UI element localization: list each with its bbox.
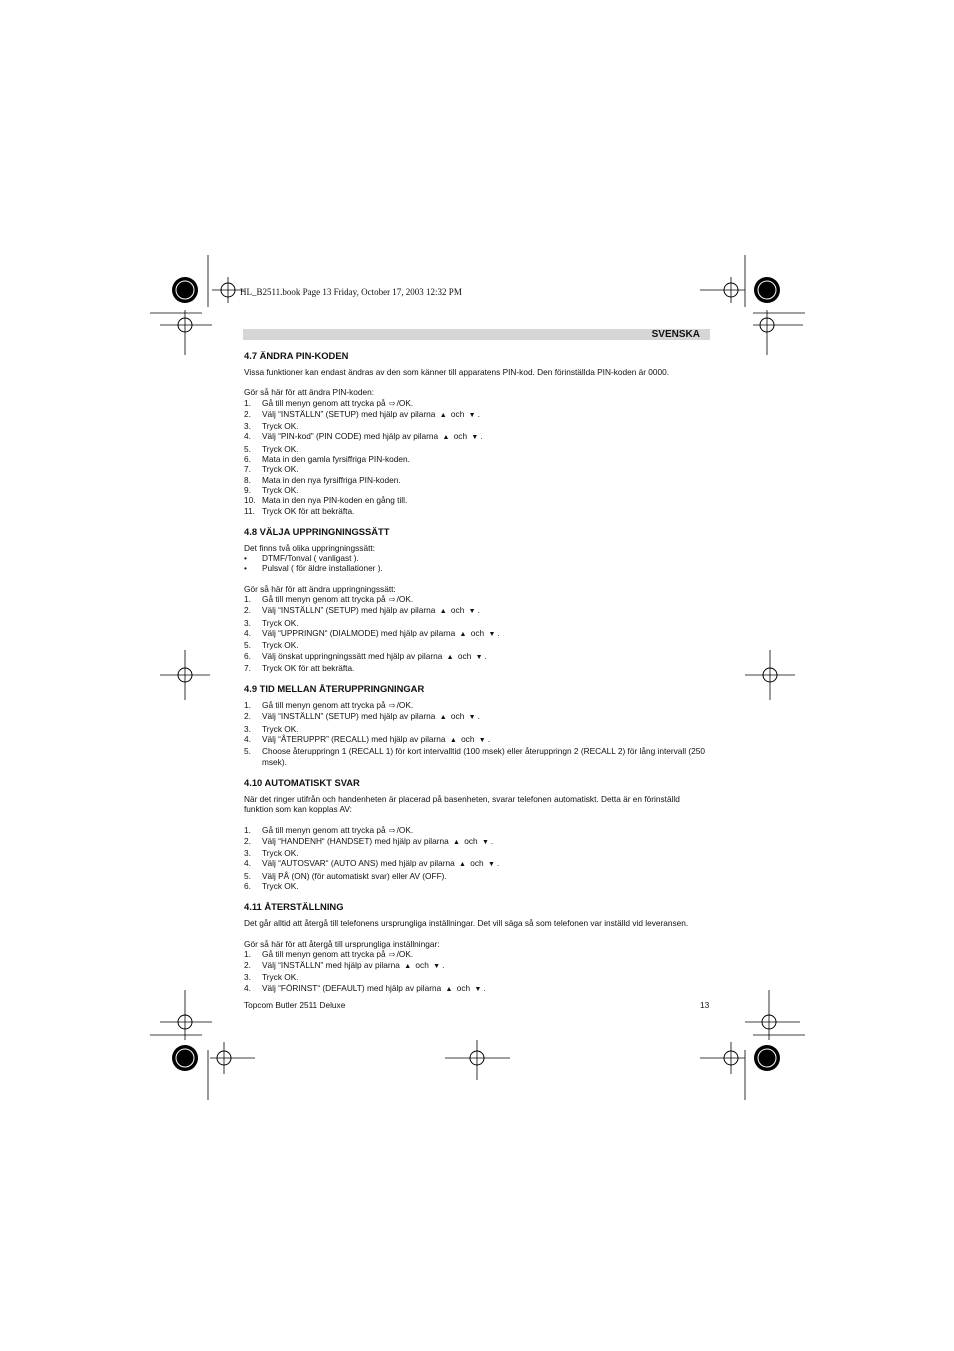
arrow-up-icon: ▲ xyxy=(459,861,466,869)
step-text xyxy=(262,881,710,891)
step-text xyxy=(262,454,710,464)
step-item xyxy=(244,605,710,617)
step-number: 7. xyxy=(244,662,251,673)
step-text-part: Välj “FÖRINST“ (DEFAULT) med hjälp av pilarna xyxy=(262,982,444,993)
step-text-part: och xyxy=(467,858,486,869)
step-text xyxy=(262,836,710,848)
step-text xyxy=(262,663,710,673)
step-text xyxy=(262,444,710,454)
step-number: 1. xyxy=(244,700,251,711)
step-item xyxy=(244,858,710,870)
arrow-down-icon: ▼ xyxy=(474,985,482,993)
step-text-part: Mata in den nya fyrsiffriga PIN-koden. xyxy=(262,474,401,485)
step-item xyxy=(244,871,710,881)
step-text xyxy=(262,700,710,711)
arrow-up-icon: ▲ xyxy=(459,630,467,638)
step-text-part: /OK. xyxy=(396,824,414,835)
step-list xyxy=(244,700,710,767)
step-text-part: Välj önskat uppringningssätt med hjälp av pilarna xyxy=(262,650,445,661)
menu-key-icon: ⇨ xyxy=(388,595,396,605)
step-text-part: /OK. xyxy=(396,700,414,711)
menu-key-icon: ⇨ xyxy=(388,398,396,408)
section xyxy=(244,683,710,767)
step-text-part: Gå till menyn genom att trycka på xyxy=(262,397,388,408)
arrow-down-icon: ▼ xyxy=(433,963,441,971)
registration-mark-mid-right xyxy=(745,650,795,700)
step-text-part: Tryck OK. xyxy=(262,464,299,475)
step-number: 5. xyxy=(244,443,251,454)
bullet-text: Pulsval ( för äldre installationer ). xyxy=(262,563,383,574)
manual-content xyxy=(244,350,710,995)
step-item xyxy=(244,700,710,711)
step-number: 4. xyxy=(244,627,251,638)
step-text-part: Tryck OK. xyxy=(262,421,299,432)
arrow-up-icon: ▲ xyxy=(449,737,457,745)
step-item xyxy=(244,594,710,605)
step-text-part: . xyxy=(496,858,500,869)
step-number: 5. xyxy=(244,746,251,757)
arrow-up-icon: ▲ xyxy=(442,434,450,442)
step-item xyxy=(244,454,710,464)
section-title: 4.10 AUTOMATISKT SVAR xyxy=(244,776,360,788)
step-item xyxy=(244,475,710,485)
step-number: 3. xyxy=(244,421,251,432)
step-item xyxy=(244,724,710,734)
step-text-part: Tryck OK. xyxy=(262,443,299,454)
step-text xyxy=(262,825,710,836)
step-text-part: Välj “HANDENH“ (HANDSET) med hjälp av pilarna xyxy=(262,835,452,846)
step-number: 3. xyxy=(244,972,251,983)
footer-product: Topcom Butler 2511 Deluxe xyxy=(244,1000,346,1010)
step-text-part: Gå till menyn genom att trycka på xyxy=(262,700,388,711)
step-text-part: Tryck OK. xyxy=(262,640,299,651)
steps-lead: Gör så här för att återgå till ursprungliga inställningar: xyxy=(244,938,440,949)
step-item xyxy=(244,506,710,516)
registration-mark-top-left xyxy=(150,255,260,365)
step-text-part: Välj “ÅTERUPPR” (RECALL) med hjälp av pilarna xyxy=(262,734,448,745)
step-number: 4. xyxy=(244,734,251,745)
step-list xyxy=(244,594,710,673)
step-text-part: och xyxy=(448,711,467,722)
arrow-up-icon: ▲ xyxy=(404,963,412,971)
step-text xyxy=(262,972,710,982)
step-number: 4. xyxy=(244,858,251,869)
step-number: 5. xyxy=(244,640,251,651)
step-item xyxy=(244,485,710,495)
step-text xyxy=(262,475,710,485)
step-text xyxy=(262,421,710,431)
step-text xyxy=(262,464,710,474)
step-text-part: . xyxy=(490,835,494,846)
footer-page-number: 13 xyxy=(700,1000,710,1010)
arrow-down-icon: ▼ xyxy=(475,653,483,661)
step-number: 1. xyxy=(244,397,251,408)
step-text xyxy=(262,628,710,640)
step-text xyxy=(262,640,710,650)
step-list xyxy=(244,949,710,995)
step-text-part: /OK. xyxy=(396,594,414,605)
step-item xyxy=(244,983,710,995)
step-number: 6. xyxy=(244,454,251,465)
step-item xyxy=(244,836,710,848)
section-intro: Det går alltid att återgå till telefonens ursprungliga inställningar. Det vill säga så som telefonen var inställd vid leveransen. xyxy=(244,918,689,929)
step-text-part: och xyxy=(458,734,477,745)
step-text-part: Choose återuppringn 1 (RECALL 1) för kort intervalltid (100 msek) eller återuppringn 2 (RECALL 2) för lång intervall (250 msek). xyxy=(262,746,706,767)
bullet-item xyxy=(244,563,710,573)
step-text-part: och xyxy=(468,627,487,638)
step-item xyxy=(244,960,710,972)
bullet-icon: • xyxy=(244,563,247,574)
step-text xyxy=(262,746,710,767)
registration-mark-mid-left xyxy=(160,650,210,700)
bullet-list xyxy=(244,553,710,574)
arrow-up-icon: ▲ xyxy=(439,608,447,616)
arrow-up-icon: ▲ xyxy=(439,714,447,722)
arrow-down-icon: ▼ xyxy=(478,737,486,745)
step-text-part: . xyxy=(480,431,483,442)
step-text-part: . xyxy=(477,711,480,722)
step-text xyxy=(262,724,710,734)
step-item xyxy=(244,431,710,443)
step-text xyxy=(262,848,710,858)
step-text xyxy=(262,651,710,663)
step-text-part: Mata in den gamla fyrsiffriga PIN-koden. xyxy=(262,454,410,465)
step-text-part: Välj “AUTOSVAR“ (AUTO ANS) med hjälp av pilarna xyxy=(262,858,458,869)
registration-mark-top-right xyxy=(695,255,805,365)
step-number: 2. xyxy=(244,408,251,419)
step-text-part: . xyxy=(477,605,480,616)
bullet-item xyxy=(244,553,710,563)
steps-lead: Gör så här för att ändra uppringningssätt: xyxy=(244,583,396,594)
arrow-up-icon: ▲ xyxy=(445,985,453,993)
step-item xyxy=(244,421,710,431)
step-number: 4. xyxy=(244,982,251,993)
step-number: 2. xyxy=(244,605,251,616)
step-text-part: Gå till menyn genom att trycka på xyxy=(262,824,388,835)
step-number: 6. xyxy=(244,650,251,661)
step-text xyxy=(262,409,710,421)
step-text-part: Välj “INSTÄLLN” (SETUP) med hjälp av pilarna xyxy=(262,711,438,722)
step-text-part: Mata in den nya PIN-koden en gång till. xyxy=(262,495,408,506)
step-item xyxy=(244,825,710,836)
step-text-part: och xyxy=(461,835,480,846)
step-number: 3. xyxy=(244,723,251,734)
step-item xyxy=(244,651,710,663)
step-text-part: . xyxy=(497,627,500,638)
step-text-part: Tryck OK. xyxy=(262,617,299,628)
step-number: 1. xyxy=(244,948,251,959)
step-text-part: Tryck OK för att bekräfta. xyxy=(262,662,355,673)
step-item xyxy=(244,848,710,858)
step-number: 2. xyxy=(244,835,251,846)
arrow-up-icon: ▲ xyxy=(453,838,460,846)
step-text xyxy=(262,485,710,495)
step-text xyxy=(262,960,710,972)
arrow-down-icon: ▼ xyxy=(481,838,489,846)
step-text-part: Tryck OK. xyxy=(262,972,299,983)
arrow-up-icon: ▲ xyxy=(439,411,447,419)
step-number: 1. xyxy=(244,824,251,835)
section xyxy=(244,350,710,516)
step-text-part: och xyxy=(455,650,474,661)
step-text-part: och xyxy=(448,605,467,616)
step-text xyxy=(262,871,710,881)
step-text xyxy=(262,983,710,995)
registration-mark-bottom-left xyxy=(150,990,260,1100)
step-list xyxy=(244,825,710,892)
registration-mark-bottom-right xyxy=(695,990,805,1100)
print-header: HL_B2511.book Page 13 Friday, October 17, 2003 12:32 PM xyxy=(240,287,462,297)
bullet-text: DTMF/Tonval ( vanligast ). xyxy=(262,553,359,564)
step-number: 8. xyxy=(244,474,251,485)
step-text-part: Tryck OK. xyxy=(262,484,299,495)
step-number: 6. xyxy=(244,880,251,891)
language-bar xyxy=(243,329,710,340)
step-text xyxy=(262,431,710,443)
step-text-part: Tryck OK för att bekräfta. xyxy=(262,505,355,516)
step-text-part: Välj “INSTÄLLN” (SETUP) med hjälp av pilarna xyxy=(262,408,438,419)
section xyxy=(244,901,710,995)
step-number: 4. xyxy=(244,431,251,442)
step-number: 11. xyxy=(244,505,255,516)
arrow-down-icon: ▼ xyxy=(488,630,496,638)
section-title: 4.7 ÄNDRA PIN-KODEN xyxy=(244,350,349,361)
step-item xyxy=(244,734,710,746)
step-item xyxy=(244,711,710,723)
step-item xyxy=(244,495,710,505)
step-text-part: . xyxy=(442,960,445,971)
step-text-part: Tryck OK. xyxy=(262,723,299,734)
menu-key-icon: ⇨ xyxy=(388,825,396,835)
bullet-icon: • xyxy=(244,553,247,564)
step-text-part: . xyxy=(487,734,491,745)
arrow-down-icon: ▼ xyxy=(468,608,476,616)
step-text xyxy=(262,711,710,723)
step-text-part: Välj “UPPRINGN“ (DIALMODE) med hjälp av pilarna xyxy=(262,627,458,638)
language-label: SVENSKA xyxy=(651,329,700,340)
step-text-part: Välj “INSTÄLLN” (SETUP) med hjälp av pilarna xyxy=(262,605,438,616)
arrow-down-icon: ▼ xyxy=(471,434,479,442)
step-item xyxy=(244,949,710,960)
step-number: 7. xyxy=(244,464,251,475)
step-item xyxy=(244,398,710,409)
step-text-part: /OK. xyxy=(396,397,414,408)
step-text xyxy=(262,949,710,960)
step-text-part: Välj PÅ (ON) (för automatiskt svar) eller AV (OFF). xyxy=(262,870,447,881)
step-number: 2. xyxy=(244,711,251,722)
step-text xyxy=(262,858,710,870)
step-text-part: Gå till menyn genom att trycka på xyxy=(262,948,388,959)
menu-key-icon: ⇨ xyxy=(388,701,396,711)
step-item xyxy=(244,464,710,474)
section-title: 4.9 TID MELLAN ÅTERUPPRINGNINGAR xyxy=(244,683,425,695)
step-text-part: Välj “INSTÄLLN” med hjälp av pilarna xyxy=(262,960,403,971)
step-text xyxy=(262,495,710,505)
step-text-part: . xyxy=(477,408,480,419)
step-item xyxy=(244,628,710,640)
step-text xyxy=(262,734,710,746)
registration-mark-bottom-center xyxy=(445,1040,510,1080)
section-title: 4.8 VÄLJA UPPRINGNINGSSÄTT xyxy=(244,525,390,537)
section xyxy=(244,526,710,673)
arrow-down-icon: ▼ xyxy=(487,861,495,869)
step-text-part: Gå till menyn genom att trycka på xyxy=(262,594,388,605)
section-title: 4.11 ÅTERSTÄLLNING xyxy=(244,901,344,913)
step-item xyxy=(244,881,710,891)
step-text-part: . xyxy=(484,650,487,661)
step-text-part: . xyxy=(483,982,486,993)
step-number: 3. xyxy=(244,848,251,859)
section-intro: När det ringer utifrån och handenheten är placerad på basenheten, svarar telefonen automatiskt. Detta är en förinställd funktion som kan kopplas AV: xyxy=(244,793,680,815)
step-text-part: Tryck OK. xyxy=(262,880,299,891)
section xyxy=(244,777,710,891)
step-item xyxy=(244,409,710,421)
arrow-down-icon: ▼ xyxy=(468,714,476,722)
step-item xyxy=(244,618,710,628)
step-number: 3. xyxy=(244,617,251,628)
arrow-up-icon: ▲ xyxy=(446,653,454,661)
step-text xyxy=(262,605,710,617)
step-number: 10. xyxy=(244,495,256,506)
step-number: 9. xyxy=(244,484,251,495)
step-text xyxy=(262,594,710,605)
step-text xyxy=(262,506,710,516)
steps-lead: Gör så här för att ändra PIN-koden: xyxy=(244,387,375,398)
step-text-part: Tryck OK. xyxy=(262,848,299,859)
step-item xyxy=(244,444,710,454)
section-intro: Vissa funktioner kan endast ändras av den som känner till apparatens PIN-kod. Den förinställda PIN-koden är 0000. xyxy=(244,367,670,377)
step-text-part: och xyxy=(454,982,473,993)
step-text-part: och xyxy=(413,960,432,971)
step-text-part: Välj “PIN-kod” (PIN CODE) med hjälp av pilarna xyxy=(262,431,441,442)
step-text xyxy=(262,618,710,628)
step-text-part: /OK. xyxy=(396,948,414,959)
step-text xyxy=(262,398,710,409)
step-item xyxy=(244,640,710,650)
step-item xyxy=(244,972,710,982)
step-number: 1. xyxy=(244,594,251,605)
step-number: 2. xyxy=(244,960,251,971)
step-list xyxy=(244,398,710,516)
step-item xyxy=(244,746,710,767)
step-number: 5. xyxy=(244,870,251,881)
step-item xyxy=(244,663,710,673)
arrow-down-icon: ▼ xyxy=(468,411,476,419)
step-text-part: och xyxy=(451,431,470,442)
section-intro: Det finns två olika uppringningssätt: xyxy=(244,542,375,553)
step-text-part: och xyxy=(448,408,467,419)
menu-key-icon: ⇨ xyxy=(388,949,396,959)
